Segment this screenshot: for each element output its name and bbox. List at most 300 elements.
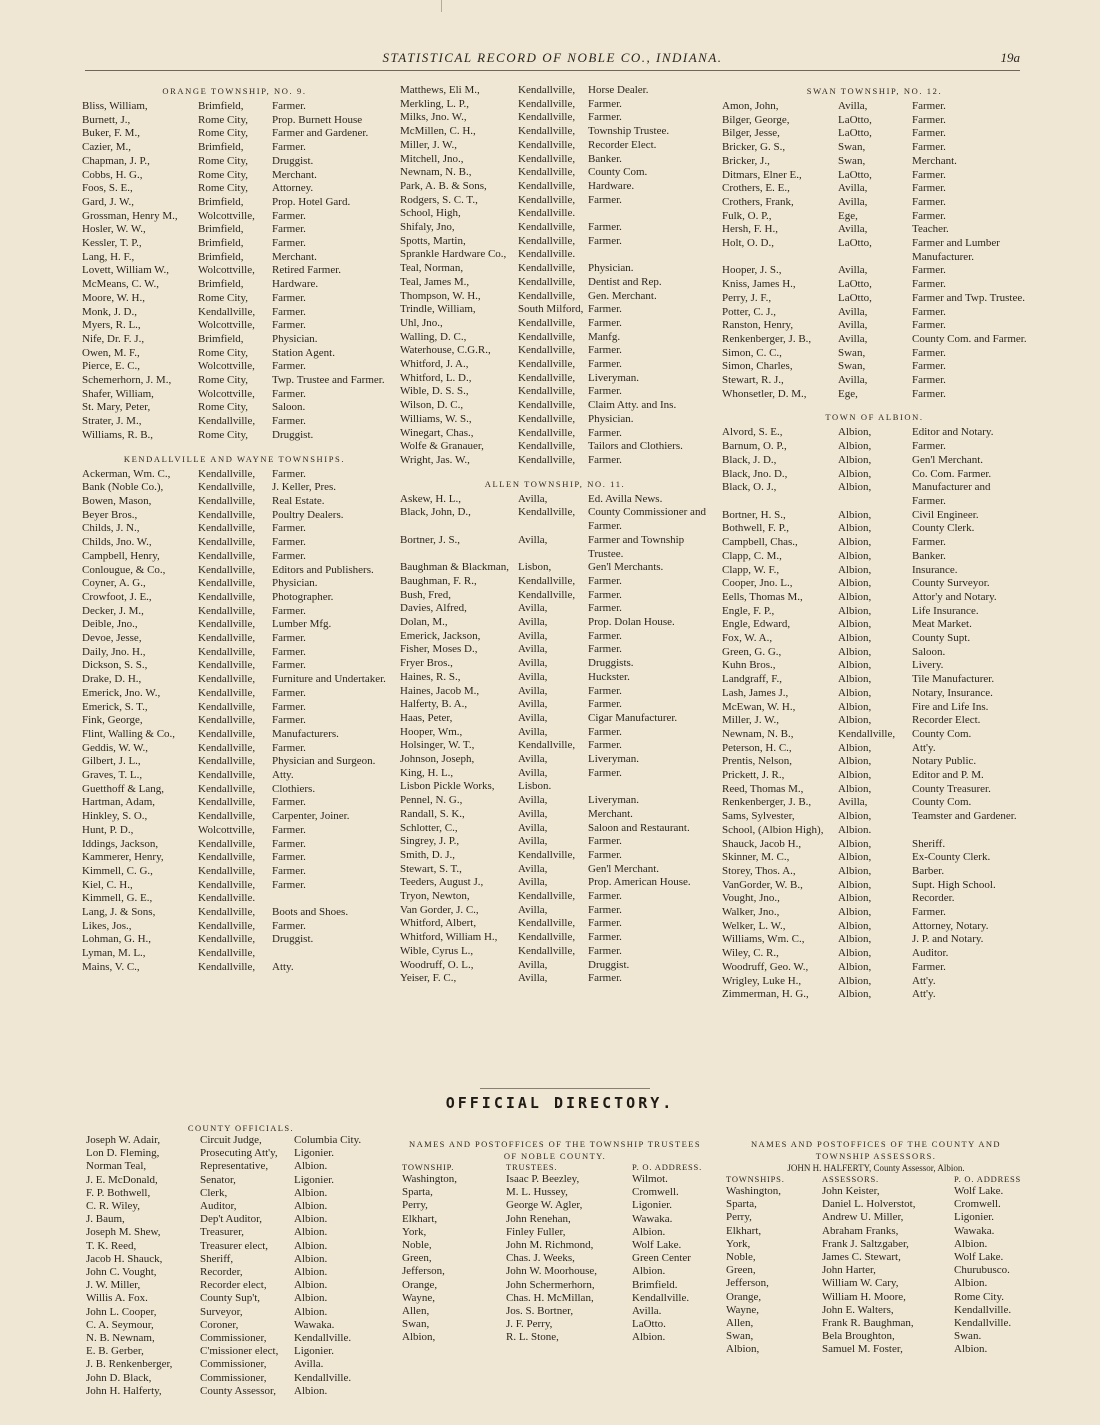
directory-entry <box>82 169 387 183</box>
trustee-name: J. F. Perry, <box>506 1318 553 1331</box>
entry-name: Hartman, Adam, <box>82 796 156 809</box>
entry-occupation: Farmer. <box>588 698 622 711</box>
entry-occupation: Editor and Notary. <box>912 426 994 439</box>
entry-occupation: Hardware. <box>588 179 635 192</box>
entry-name: Schlotter, C., <box>400 821 458 834</box>
entry-town: Kendallville, <box>198 755 256 768</box>
entry-town: Kendallville, <box>518 111 576 124</box>
entry-name: Dickson, S. S., <box>82 659 148 672</box>
entry-name: Devoe, Jesse, <box>82 632 142 645</box>
entry-occupation: Farmer. <box>272 919 306 932</box>
directory-entry <box>722 468 1027 482</box>
assessor-address: Wolf Lake. <box>954 1185 1004 1197</box>
entry-occupation: Farmer. <box>588 890 622 903</box>
entry-name: Bliss, William, <box>82 100 148 112</box>
entry-name: Vought, Jno., <box>722 892 780 905</box>
entry-name: Beyer Bros., <box>82 508 138 521</box>
table-row <box>726 1277 1026 1290</box>
official-office: Clerk, <box>200 1186 228 1199</box>
entry-name: Kniss, James H., <box>722 278 796 291</box>
official-name: T. K. Reed, <box>86 1239 137 1252</box>
table-row <box>86 1345 396 1358</box>
directory-entry <box>400 822 710 836</box>
table-row <box>726 1238 1026 1251</box>
directory-entry <box>82 196 387 210</box>
table-row <box>402 1213 708 1226</box>
entry-occupation: Farmer. <box>272 823 306 836</box>
trustee-name: Isaac P. Beezley, <box>506 1173 580 1185</box>
directory-entry <box>82 210 387 224</box>
entry-town: Albion, <box>838 810 872 823</box>
entry-town: Rome City, <box>198 113 249 126</box>
entry-name: Milks, Jno. W., <box>400 111 467 124</box>
entry-town: Albion, <box>838 508 872 521</box>
entry-occupation: J. P. and Notary. <box>912 933 984 946</box>
township-name: Green, <box>402 1252 432 1265</box>
entry-occupation: Supt. High School. <box>912 878 996 891</box>
table-row <box>86 1213 396 1226</box>
entry-name: Lohman, G. H., <box>82 933 152 946</box>
entry-town: Kendallville, <box>518 193 576 206</box>
directory-entry <box>400 440 710 454</box>
official-name: F. P. Bothwell, <box>86 1186 151 1199</box>
directory-entry <box>400 125 710 139</box>
directory-entry <box>400 454 710 468</box>
directory-entry <box>400 303 710 317</box>
directory-entry <box>400 890 710 904</box>
table-row <box>726 1291 1026 1304</box>
directory-entry <box>400 959 710 973</box>
entry-occupation: Merchant. <box>912 154 957 167</box>
entry-name: Haas, Peter, <box>400 711 453 724</box>
entry-town: LaOtto, <box>838 291 872 304</box>
directory-entry <box>722 388 1027 402</box>
entry-town: Kendallville, <box>198 494 256 507</box>
entry-name: Johnson, Joseph, <box>400 753 475 766</box>
directory-entry <box>82 755 387 769</box>
entry-name: Renkenberger, J. B., <box>722 796 812 809</box>
directory-entry <box>722 100 1027 114</box>
entry-occupation: Boots and Shoes. <box>272 906 349 919</box>
assessor-address: Albion. <box>954 1343 988 1356</box>
official-town: Albion. <box>294 1279 328 1292</box>
entry-town: Albion, <box>838 851 872 864</box>
entry-occupation: Farmer. <box>588 574 622 587</box>
official-name: J. Baum, <box>86 1213 125 1226</box>
directory-entry <box>722 196 1027 210</box>
entry-town: Kendallville, <box>198 851 256 864</box>
entry-name: Uhl, Jno., <box>400 316 443 329</box>
entry-name: Hinkley, S. O., <box>82 810 148 823</box>
entry-town: Rome City, <box>198 154 249 167</box>
trustee-name: Jos. S. Bortner, <box>506 1305 574 1318</box>
official-office: Commissioner, <box>200 1371 267 1384</box>
entry-name: Ditmars, Elner E., <box>722 168 802 181</box>
entry-name: Stewart, S. T., <box>400 862 462 875</box>
entry-name: Daily, Jno. H., <box>82 645 146 658</box>
directory-entry <box>722 360 1027 374</box>
entry-occupation: Notary Public. <box>912 755 977 768</box>
entry-name: Hosler, W. W., <box>82 223 146 236</box>
entry-occupation: Farmer. <box>912 141 946 154</box>
entry-name: Dolan, M., <box>400 616 448 629</box>
entry-name: Guetthoff & Lang, <box>82 782 164 795</box>
entry-name: Emerick, Jno. W., <box>82 686 161 699</box>
directory-entry <box>400 794 710 808</box>
table-row <box>86 1200 396 1213</box>
township-name: Wayne, <box>402 1291 436 1304</box>
entry-occupation: Clothiers. <box>272 782 316 795</box>
official-town: Albion. <box>294 1213 328 1226</box>
assessor-name: John Keister, <box>822 1185 880 1197</box>
entry-name: Alvord, S. E., <box>722 426 783 439</box>
entry-name: School, (Albion High), <box>722 823 824 836</box>
trustee-name: John M. Richmond, <box>506 1239 594 1252</box>
entry-town: Avilla, <box>518 903 548 916</box>
trustee-name: John Schermerhorn, <box>506 1278 595 1291</box>
township-name: Elkhart, <box>402 1212 438 1225</box>
directory-entry <box>400 506 710 533</box>
entry-name: Gilbert, J. L., <box>82 755 141 768</box>
entry-name: Woodruff, Geo. W., <box>722 960 809 973</box>
directory-entry <box>400 575 710 589</box>
directory-entry <box>722 851 1027 865</box>
entry-town: Albion, <box>838 618 872 631</box>
trustee-address: Kendallville. <box>632 1291 690 1304</box>
official-name: Joseph W. Adair, <box>86 1134 161 1146</box>
directory-entry <box>82 264 387 278</box>
official-name: J. E. McDonald, <box>86 1173 158 1186</box>
entry-town: Kendallville, <box>198 769 256 782</box>
entry-town: Kendallville, <box>518 166 576 179</box>
directory-entry <box>82 728 387 742</box>
directory-entry <box>400 331 710 345</box>
assessor-address: Wolf Lake. <box>954 1251 1004 1264</box>
assessor-address: Kendallville. <box>954 1303 1012 1316</box>
entry-name: Lang, J. & Sons, <box>82 906 156 919</box>
entry-occupation: Prop. Burnett House <box>272 113 363 126</box>
entry-occupation: Farmer. <box>272 100 306 112</box>
directory-entry <box>722 182 1027 196</box>
entry-occupation: Hardware. <box>272 278 319 291</box>
entry-occupation: Prop. American House. <box>588 876 691 889</box>
directory-entry <box>82 742 387 756</box>
entry-town: Kendallville, <box>838 727 896 740</box>
entry-town: Kendallville, <box>518 97 576 110</box>
directory-entry <box>722 306 1027 320</box>
trustee-address: Wawaka. <box>632 1212 673 1225</box>
entry-name: Lisbon Pickle Works, <box>400 780 495 793</box>
table-row <box>86 1319 396 1332</box>
entry-name: Black, O. J., <box>722 481 777 494</box>
table-row <box>86 1134 396 1147</box>
assessor-name: Samuel M. Foster, <box>822 1343 903 1356</box>
entry-name: Deible, Jno., <box>82 618 138 631</box>
entry-name: Fink, George, <box>82 714 143 727</box>
directory-entry <box>722 728 1027 742</box>
directory-entry <box>82 481 387 495</box>
directory-entry <box>722 755 1027 769</box>
entry-town: Kendallville, <box>518 588 576 601</box>
directory-entry <box>82 278 387 292</box>
entry-name: Shauck, Jacob H., <box>722 837 802 850</box>
entry-name: Campbell, Chas., <box>722 536 798 549</box>
entry-occupation: Ed. Avilla News. <box>588 492 663 505</box>
county-officials <box>86 1122 396 1398</box>
assessor-name: Abraham Franks, <box>822 1224 899 1237</box>
official-name: John C. Vought, <box>86 1266 157 1279</box>
table-row <box>726 1317 1026 1330</box>
entry-name: Cazier, M., <box>82 141 132 154</box>
table-row <box>86 1253 396 1266</box>
entry-town: Brimfield, <box>198 278 244 291</box>
entry-name: Williams, W. S., <box>400 412 472 425</box>
directory-entry <box>400 248 710 262</box>
entry-occupation <box>912 824 1027 838</box>
county-officials-list <box>86 1134 396 1398</box>
table-row <box>86 1160 396 1173</box>
official-name: Willis A. Fox. <box>86 1292 148 1305</box>
directory-entry <box>82 865 387 879</box>
entry-occupation: Physician. <box>272 577 318 590</box>
entry-occupation: Farmer. <box>912 195 946 208</box>
assessor-name: John Harter, <box>822 1264 876 1277</box>
entry-name: Thompson, W. H., <box>400 289 481 302</box>
entry-name: Gard, J. W., <box>82 195 134 208</box>
entry-town: Kendallville, <box>518 385 576 398</box>
table-row <box>402 1305 708 1318</box>
entry-town: Kendallville, <box>518 931 576 944</box>
official-name: John D. Black, <box>86 1371 152 1384</box>
entry-occupation: County Clerk. <box>912 522 975 535</box>
entry-occupation: Farmer. <box>588 97 622 110</box>
entry-name: Whitford, Albert, <box>400 917 477 930</box>
assessor-address: Swan. <box>954 1330 982 1343</box>
assessor-name: Frank R. Baughman, <box>822 1317 914 1330</box>
directory-entry <box>400 413 710 427</box>
entry-name: Cooper, Jno. L., <box>722 577 793 590</box>
directory-entry <box>722 796 1027 810</box>
directory-entry <box>722 347 1027 361</box>
entry-town: Albion, <box>838 892 872 905</box>
entry-name: McMeans, C. W., <box>82 278 159 291</box>
official-rule <box>480 1088 650 1089</box>
entry-town: Albion, <box>838 906 872 919</box>
entry-occupation: Farmer. <box>272 536 306 549</box>
entry-town: South Milford, <box>518 303 584 316</box>
entry-name: Pennel, N. G., <box>400 794 463 807</box>
entry-occupation: Farmer. <box>272 141 306 154</box>
entry-name: Lyman, M. L., <box>82 947 146 960</box>
official-town: Albion. <box>294 1252 328 1265</box>
township-name: Sparta, <box>402 1186 433 1199</box>
entry-name: Hunt, P. D., <box>82 823 134 836</box>
table-row <box>726 1264 1026 1277</box>
table-row <box>86 1292 396 1305</box>
directory-entry <box>722 933 1027 947</box>
official-town: Wawaka. <box>294 1318 335 1331</box>
entry-name: Bilger, George, <box>722 113 790 126</box>
entry-name: Sprankle Hardware Co., <box>400 248 507 261</box>
directory-entry <box>400 685 710 699</box>
directory-entry <box>722 783 1027 797</box>
entry-town: Kendallville, <box>198 618 256 631</box>
entry-occupation: Farmer. <box>588 972 622 985</box>
directory-entry <box>82 333 387 347</box>
header-rule <box>85 70 1020 71</box>
entry-name: Davies, Alfred, <box>400 602 467 615</box>
directory-entry <box>400 808 710 822</box>
entry-town: Albion, <box>838 577 872 590</box>
directory-entry <box>82 429 387 443</box>
entry-town: Albion, <box>838 549 872 562</box>
entry-occupation: Huckster. <box>588 670 630 683</box>
directory-entry <box>722 319 1027 333</box>
entry-occupation: Banker. <box>912 549 946 562</box>
table-row <box>402 1252 708 1265</box>
entry-town: Swan, <box>838 360 866 373</box>
entry-name: Wilson, D. C., <box>400 399 464 412</box>
table-row <box>86 1332 396 1345</box>
entry-town: Avilla, <box>518 657 548 670</box>
entry-occupation: County Treasurer. <box>912 782 991 795</box>
entry-town: LaOtto, <box>838 237 872 250</box>
directory-entry <box>400 534 710 561</box>
entry-occupation: J. Keller, Pres. <box>272 481 337 494</box>
entry-town: Kendallville, <box>198 960 256 973</box>
directory-entry <box>82 618 387 632</box>
entry-name: Clapp, C. M., <box>722 549 782 562</box>
entry-town: Albion, <box>838 878 872 891</box>
entry-occupation: Farmer and Twp. Trustee. <box>912 291 1025 304</box>
directory-entry <box>400 139 710 153</box>
directory-entry <box>722 605 1027 619</box>
entry-occupation <box>272 947 387 961</box>
directory-entry <box>722 577 1027 591</box>
entry-town: Kendallville, <box>198 837 256 850</box>
entry-name: Crowfoot, J. E., <box>82 590 152 603</box>
entry-town: Kendallville, <box>198 305 256 318</box>
directory-entry <box>82 536 387 550</box>
entry-name: Haines, R. S., <box>400 670 461 683</box>
entry-town: Avilla, <box>838 100 868 112</box>
entry-name: Prickett, J. R., <box>722 769 785 782</box>
entry-town: Avilla, <box>518 492 548 505</box>
official-name: Jacob H. Shauck, <box>86 1252 163 1265</box>
directory-entry <box>400 876 710 890</box>
trustee-address: LaOtto. <box>632 1318 666 1331</box>
official-directory-title: OFFICIAL DIRECTORY. <box>445 1094 675 1112</box>
entry-occupation: Recorder Elect. <box>912 714 981 727</box>
entry-occupation: Atty. <box>272 769 294 782</box>
directory-entry <box>82 127 387 141</box>
official-town: Ligonier. <box>294 1173 335 1186</box>
entry-occupation: Farmer. <box>272 549 306 562</box>
entry-town: Albion, <box>838 426 872 439</box>
entry-town: Kendallville, <box>198 536 256 549</box>
entry-occupation: Farmer and Gardener. <box>272 127 369 140</box>
entry-town: Avilla, <box>518 807 548 820</box>
column-2 <box>400 84 710 986</box>
entry-name: Likes, Jos., <box>82 919 132 932</box>
entry-occupation: Insurance. <box>912 563 958 576</box>
trustee-address: Brimfield. <box>632 1278 678 1291</box>
entry-town: Kendallville, <box>198 415 256 428</box>
entry-occupation: Farmer. <box>912 319 946 332</box>
entry-name: Mains, V. C., <box>82 960 140 973</box>
directory-entry <box>722 454 1027 468</box>
directory-entry <box>82 646 387 660</box>
directory-entry <box>400 917 710 931</box>
entry-town: Kendallville, <box>518 179 576 192</box>
entry-name: Bank (Noble Co.), <box>82 481 164 494</box>
assessor-name: John E. Walters, <box>822 1303 894 1316</box>
official-name: Norman Teal, <box>86 1160 147 1173</box>
township-name: Allen, <box>726 1317 754 1330</box>
table-row <box>402 1265 708 1278</box>
entry-occupation: Editors and Publishers. <box>272 563 374 576</box>
directory-entry <box>400 589 710 603</box>
township-assessors <box>726 1138 1026 1357</box>
directory-entry <box>400 616 710 630</box>
entry-name: Holt, O. D., <box>722 237 774 250</box>
page-crease <box>441 0 442 12</box>
entry-occupation: Attorney, Notary. <box>912 919 989 932</box>
assessors-title: NAMES AND POSTOFFICES OF THE COUNTY AND TOWNSHIP ASSESSORS. <box>751 1139 1001 1161</box>
running-title: STATISTICAL RECORD OF NOBLE CO., INDIANA. <box>382 50 723 65</box>
entry-occupation: Farmer. <box>912 278 946 291</box>
directory-entry <box>82 292 387 306</box>
directory-entry <box>82 920 387 934</box>
table-row <box>726 1304 1026 1317</box>
directory-entry <box>400 780 710 794</box>
directory-entry <box>82 591 387 605</box>
directory-entry <box>400 153 710 167</box>
entry-occupation: Manufacturers. <box>272 727 339 740</box>
entry-name: Van Gorder, J. C., <box>400 903 479 916</box>
entry-name: Wible, D. S. S., <box>400 385 469 398</box>
entry-occupation: Farmer. <box>912 960 946 973</box>
entry-occupation: Farmer. <box>272 522 306 535</box>
directory-entry <box>722 292 1027 306</box>
entry-occupation: Farmer. <box>588 358 622 371</box>
entry-name: Holsinger, W. T., <box>400 739 475 752</box>
entry-town: Avilla, <box>518 753 548 766</box>
official-town: Albion. <box>294 1160 328 1173</box>
entry-town: Avilla, <box>518 643 548 656</box>
official-town: Albion. <box>294 1384 328 1397</box>
entry-town: Wolcottville, <box>198 209 255 222</box>
entry-occupation: Gen'l Merchant. <box>588 862 660 875</box>
entry-occupation: County Supt. <box>912 632 971 645</box>
directory-entry <box>400 726 710 740</box>
directory-entry <box>82 374 387 388</box>
entry-name: Decker, J. M., <box>82 604 144 617</box>
entry-name: Bothwell, F. P., <box>722 522 789 535</box>
table-row <box>86 1240 396 1253</box>
entry-town: Brimfield, <box>198 195 244 208</box>
entry-name: Hooper, J. S., <box>722 264 782 277</box>
official-office: Treasurer, <box>200 1226 245 1239</box>
entry-town: Albion, <box>838 919 872 932</box>
entry-name: Newnam, N. B., <box>722 727 794 740</box>
entry-occupation: Furniture and Undertaker. <box>272 673 386 686</box>
entry-town: Rome City, <box>198 346 249 359</box>
entry-town: Albion, <box>838 988 872 1001</box>
entry-town: Kendallville, <box>198 632 256 645</box>
directory-entry <box>400 753 710 767</box>
entry-town: Kendallville, <box>518 262 576 275</box>
